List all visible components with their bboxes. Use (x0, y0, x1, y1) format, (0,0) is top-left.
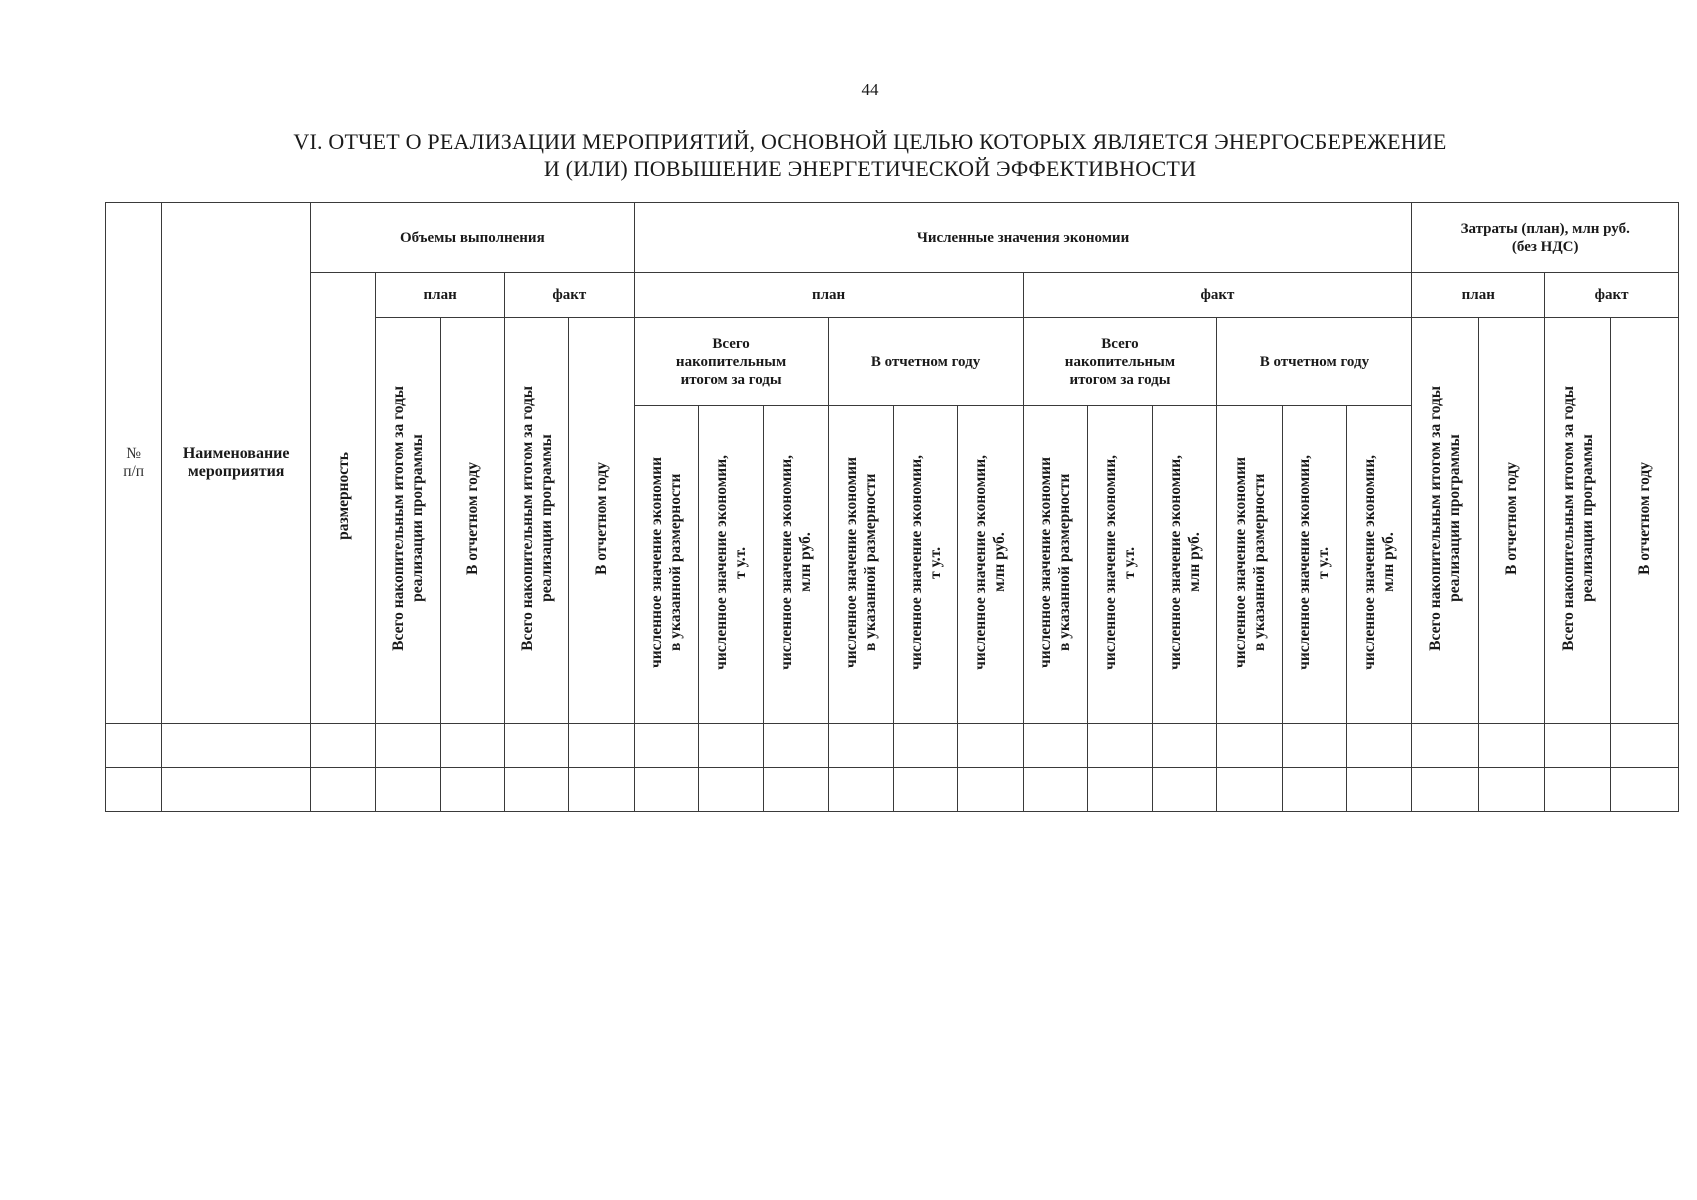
costs-header: Затраты (план), млн руб. (без НДС) (1412, 203, 1679, 273)
table-cell (376, 724, 440, 768)
page-number: 44 (861, 80, 879, 99)
col-number-header: № п/п (106, 203, 162, 724)
table-cell (440, 724, 504, 768)
table-cell (1217, 724, 1282, 768)
costs-plan-year-header: В отчетном году (1478, 318, 1544, 724)
table-cell (162, 768, 311, 812)
table-cell (764, 768, 828, 812)
savings-fact-total-size: численное значение экономии в указанной размерности (1023, 406, 1087, 724)
costs-plan-header: план (1412, 273, 1545, 318)
volumes-size-header: размерность (311, 273, 376, 724)
volumes-fact-header: факт (504, 273, 634, 318)
table-cell (1347, 724, 1412, 768)
table-cell (1087, 768, 1152, 812)
table-cell (106, 724, 162, 768)
table-cell (569, 724, 634, 768)
savings-fact-year-header: В отчетном году (1217, 318, 1412, 406)
table-cell (1545, 724, 1611, 768)
table-cell (698, 724, 763, 768)
col-name-header: Наименование мероприятия (162, 203, 311, 724)
costs-fact-year-header: В отчетном году (1611, 318, 1679, 724)
volumes-header: Объемы выполнения (311, 203, 635, 273)
table-cell (1478, 724, 1544, 768)
table-cell (1545, 768, 1611, 812)
volumes-fact-year-header: В отчетном году (569, 318, 634, 724)
table-cell (1412, 724, 1478, 768)
header-row-1 (106, 203, 1679, 273)
table-cell (1023, 768, 1087, 812)
table-cell (1087, 724, 1152, 768)
savings-fact-total-rub: численное значение экономии, млн руб. (1153, 406, 1217, 724)
savings-fact-header: факт (1023, 273, 1412, 318)
savings-plan-total-header: Всего накопительным итогом за годы (634, 318, 828, 406)
table-cell (1611, 724, 1679, 768)
savings-fact-year-size: численное значение экономии в указанной размерности (1217, 406, 1282, 724)
savings-plan-header: план (634, 273, 1023, 318)
table-row (106, 768, 1679, 812)
table-cell (1153, 724, 1217, 768)
volumes-plan-total-header: Всего накопительным итогом за годы реализации программы (376, 318, 440, 724)
savings-plan-year-tut: численное значение экономии, т у.т. (893, 406, 957, 724)
table-cell (440, 768, 504, 812)
page-title (0, 128, 1697, 182)
savings-plan-year-header: В отчетном году (828, 318, 1023, 406)
table-cell (958, 724, 1023, 768)
table-cell (828, 724, 893, 768)
table-cell (1611, 768, 1679, 812)
table-cell (893, 768, 957, 812)
costs-fact-header: факт (1545, 273, 1679, 318)
savings-plan-total-rub: численное значение экономии, млн руб. (764, 406, 828, 724)
table-cell (893, 724, 957, 768)
table-cell (162, 724, 311, 768)
table-cell (106, 768, 162, 812)
table-cell (1412, 768, 1478, 812)
table-cell (1217, 768, 1282, 812)
savings-plan-year-rub: численное значение экономии, млн руб. (958, 406, 1023, 724)
table-cell (1478, 768, 1544, 812)
title-line-1: VI. ОТЧЕТ О РЕАЛИЗАЦИИ МЕРОПРИЯТИЙ, ОСНОВНОЙ ЦЕЛЬЮ КОТОРЫХ ЯВЛЯЕТСЯ ЭНЕРГОСБЕРЕЖЕНИЕ (293, 129, 1447, 154)
savings-fact-year-rub: численное значение экономии, млн руб. (1347, 406, 1412, 724)
table-cell (634, 724, 698, 768)
table-cell (764, 724, 828, 768)
table-cell (828, 768, 893, 812)
report-table (105, 202, 1679, 812)
savings-plan-total-tut: численное значение экономии, т у.т. (698, 406, 763, 724)
title-line-2: И (ИЛИ) ПОВЫШЕНИЕ ЭНЕРГЕТИЧЕСКОЙ ЭФФЕКТИВНОСТИ (543, 156, 1197, 181)
table-cell (698, 768, 763, 812)
table-cell (376, 768, 440, 812)
savings-fact-total-tut: численное значение экономии, т у.т. (1087, 406, 1152, 724)
table-cell (569, 768, 634, 812)
savings-fact-year-tut: численное значение экономии, т у.т. (1282, 406, 1346, 724)
table-cell (311, 768, 376, 812)
table-cell (958, 768, 1023, 812)
savings-header: Численные значения экономии (634, 203, 1412, 273)
table-cell (311, 724, 376, 768)
savings-plan-year-size: численное значение экономии в указанной размерности (828, 406, 893, 724)
costs-fact-total-header: Всего накопительным итогом за годы реализации программы (1545, 318, 1611, 724)
volumes-fact-total-header: Всего накопительным итогом за годы реализации программы (504, 318, 568, 724)
table-cell (1282, 768, 1346, 812)
table-cell (504, 768, 568, 812)
table-cell (634, 768, 698, 812)
table-cell (1153, 768, 1217, 812)
table-cell (1023, 724, 1087, 768)
table-cell (1282, 724, 1346, 768)
savings-plan-total-size: численное значение экономии в указанной размерности (634, 406, 698, 724)
volumes-plan-year-header: В отчетном году (440, 318, 504, 724)
volumes-plan-header: план (376, 273, 505, 318)
table-cell (504, 724, 568, 768)
savings-fact-total-header: Всего накопительным итогом за годы (1023, 318, 1217, 406)
header-row-2 (106, 273, 1679, 318)
costs-plan-total-header: Всего накопительным итогом за годы реализации программы (1412, 318, 1478, 724)
table-row (106, 724, 1679, 768)
table-cell (1347, 768, 1412, 812)
